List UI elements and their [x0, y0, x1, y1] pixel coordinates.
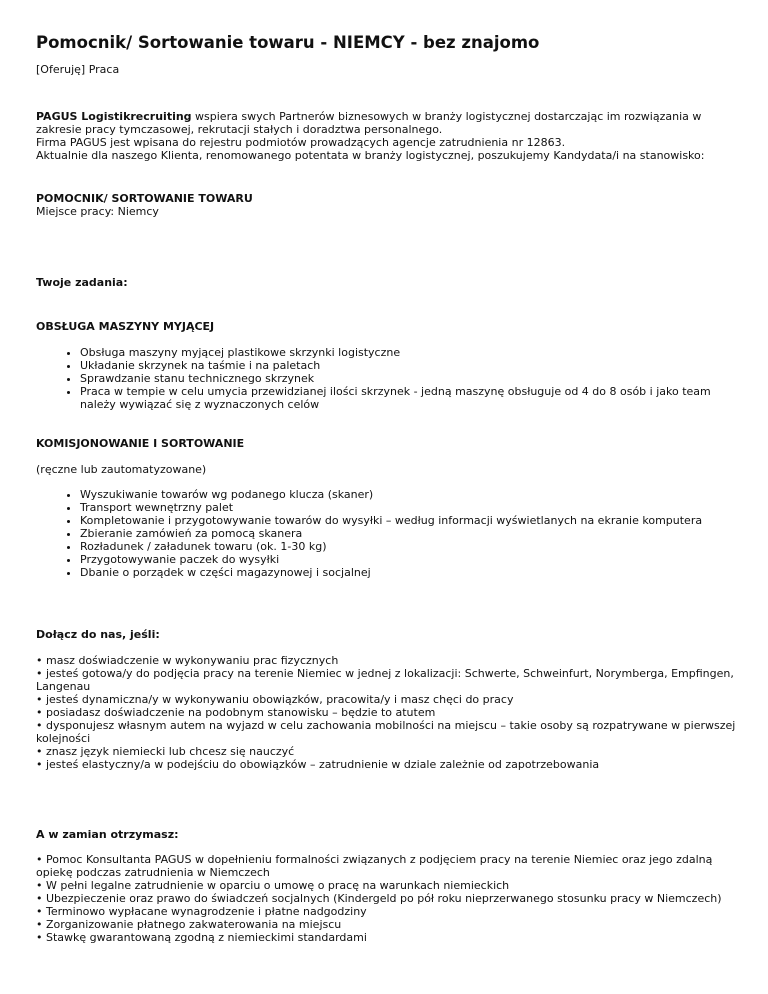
list-item: • Transport wewnętrzny palet [80, 501, 736, 514]
list-item: • Praca w tempie w celu umycia przewidzianej ilości skrzynek - jedną maszynę obsługuje od 4 do 8 osób i jako team należy wywiązać się z wyznaczonych celów [80, 385, 736, 411]
section-washing-list [36, 346, 736, 411]
offer-list [36, 853, 736, 944]
category-label: [Oferuję] Praca [36, 63, 120, 76]
section-washing-heading: OBSŁUGA MASZYNY MYJĄCEJ [36, 320, 215, 333]
company-name: PAGUS Logistikrecruiting [36, 110, 192, 123]
section-sorting-note: (ręczne lub zautomatyzowane) [36, 463, 207, 476]
offer-line: • Ubezpieczenie oraz prawo do świadczeń socjalnych (Kindergeld po pół roku nieprzerwanego stosunku pracy w Niemczech) [36, 892, 722, 905]
intro-line-1-rest: wspiera swych Partnerów biznesowych w branży logistycznej dostarczając im rozwiązania w zakresie pracy tymczasowej, rekrutacji stałych i doradztwa personalnego. [36, 110, 702, 136]
join-line: • jesteś elastyczny/a w podejściu do obowiązków – zatrudnienie w dziale zależnie od zapotrzebowania [36, 758, 600, 771]
position-block [36, 192, 736, 218]
list-item: • Rozładunek / załadunek towaru (ok. 1-30 kg) [80, 540, 736, 553]
list-item: • Przygotowywanie paczek do wysyłki [80, 553, 736, 566]
offer-heading: A w zamian otrzymasz: [36, 828, 179, 841]
position-name: POMOCNIK/ SORTOWANIE TOWARU [36, 192, 253, 205]
offer-line: • W pełni legalne zatrudnienie w oparciu o umowę o pracę na warunkach niemieckich [36, 879, 510, 892]
offer-line: • Stawkę gwarantowaną zgodną z niemieckimi standardami [36, 931, 367, 944]
intro-line-3: Aktualnie dla naszego Klienta, renomowanego potentata w branży logistycznej, poszukujemy Kandydata/i na stanowisko: [36, 149, 705, 162]
section-washing-list-wrap [36, 346, 736, 411]
intro-line-2: Firma PAGUS jest wpisana do rejestru podmiotów prowadzących agencje zatrudnienia nr 12863. [36, 136, 566, 149]
list-item: • Sprawdzanie stanu technicznego skrzynek [80, 372, 736, 385]
intro-line-1 [36, 110, 736, 136]
page-title: Pomocnik/ Sortowanie towaru - NIEMCY - bez znajomo [36, 33, 540, 52]
list-item: • Obsługa maszyny myjącej plastikowe skrzynki logistyczne [80, 346, 736, 359]
join-line: • dysponujesz własnym autem na wyjazd w celu zachowania mobilności na miejscu – takie osoby są rozpatrywane w pierwszej kolejności [36, 719, 736, 745]
list-item: • Dbanie o porządek w części magazynowej i socjalnej [80, 566, 736, 579]
list-item: • Zbieranie zamówień za pomocą skanera [80, 527, 736, 540]
section-sorting-list [36, 488, 736, 579]
section-sorting-heading: KOMISJONOWANIE I SORTOWANIE [36, 437, 245, 450]
offer-line: • Pomoc Konsultanta PAGUS w dopełnieniu formalności związanych z podjęciem pracy na terenie Niemiec oraz jego zdalną opiekę podczas zatrudnienia w Niemczech [36, 853, 713, 879]
join-line: • masz doświadczenie w wykonywaniu prac fizycznych [36, 654, 339, 667]
section-sorting-list-wrap [36, 488, 736, 579]
list-item: • Wyszukiwanie towarów wg podanego klucza (skaner) [80, 488, 736, 501]
join-line: • jesteś dynamiczna/y w wykonywaniu obowiązków, pracowita/y i masz chęci do pracy [36, 693, 514, 706]
join-line: • znasz język niemiecki lub chcesz się nauczyć [36, 745, 295, 758]
join-line: • posiadasz doświadczenie na podobnym stanowisku – będzie to atutem [36, 706, 436, 719]
list-item: • Układanie skrzynek na taśmie i na paletach [80, 359, 736, 372]
intro-paragraph [36, 110, 736, 162]
offer-line: • Terminowo wypłacane wynagrodzenie i płatne nadgodziny [36, 905, 367, 918]
offer-line: • Zorganizowanie płatnego zakwaterowania na miejscu [36, 918, 342, 931]
join-heading: Dołącz do nas, jeśli: [36, 628, 160, 641]
list-item: • Kompletowanie i przygotowywanie towarów do wysyłki – według informacji wyświetlanych na ekranie komputera [80, 514, 736, 527]
join-line: • jesteś gotowa/y do podjęcia pracy na terenie Niemiec w jednej z lokalizacji: Schwerte, Schweinfurt, Norymberga, Empfingen, Langenau [36, 667, 734, 693]
join-list [36, 654, 736, 771]
position-location: Miejsce pracy: Niemcy [36, 205, 159, 218]
tasks-heading: Twoje zadania: [36, 276, 128, 289]
